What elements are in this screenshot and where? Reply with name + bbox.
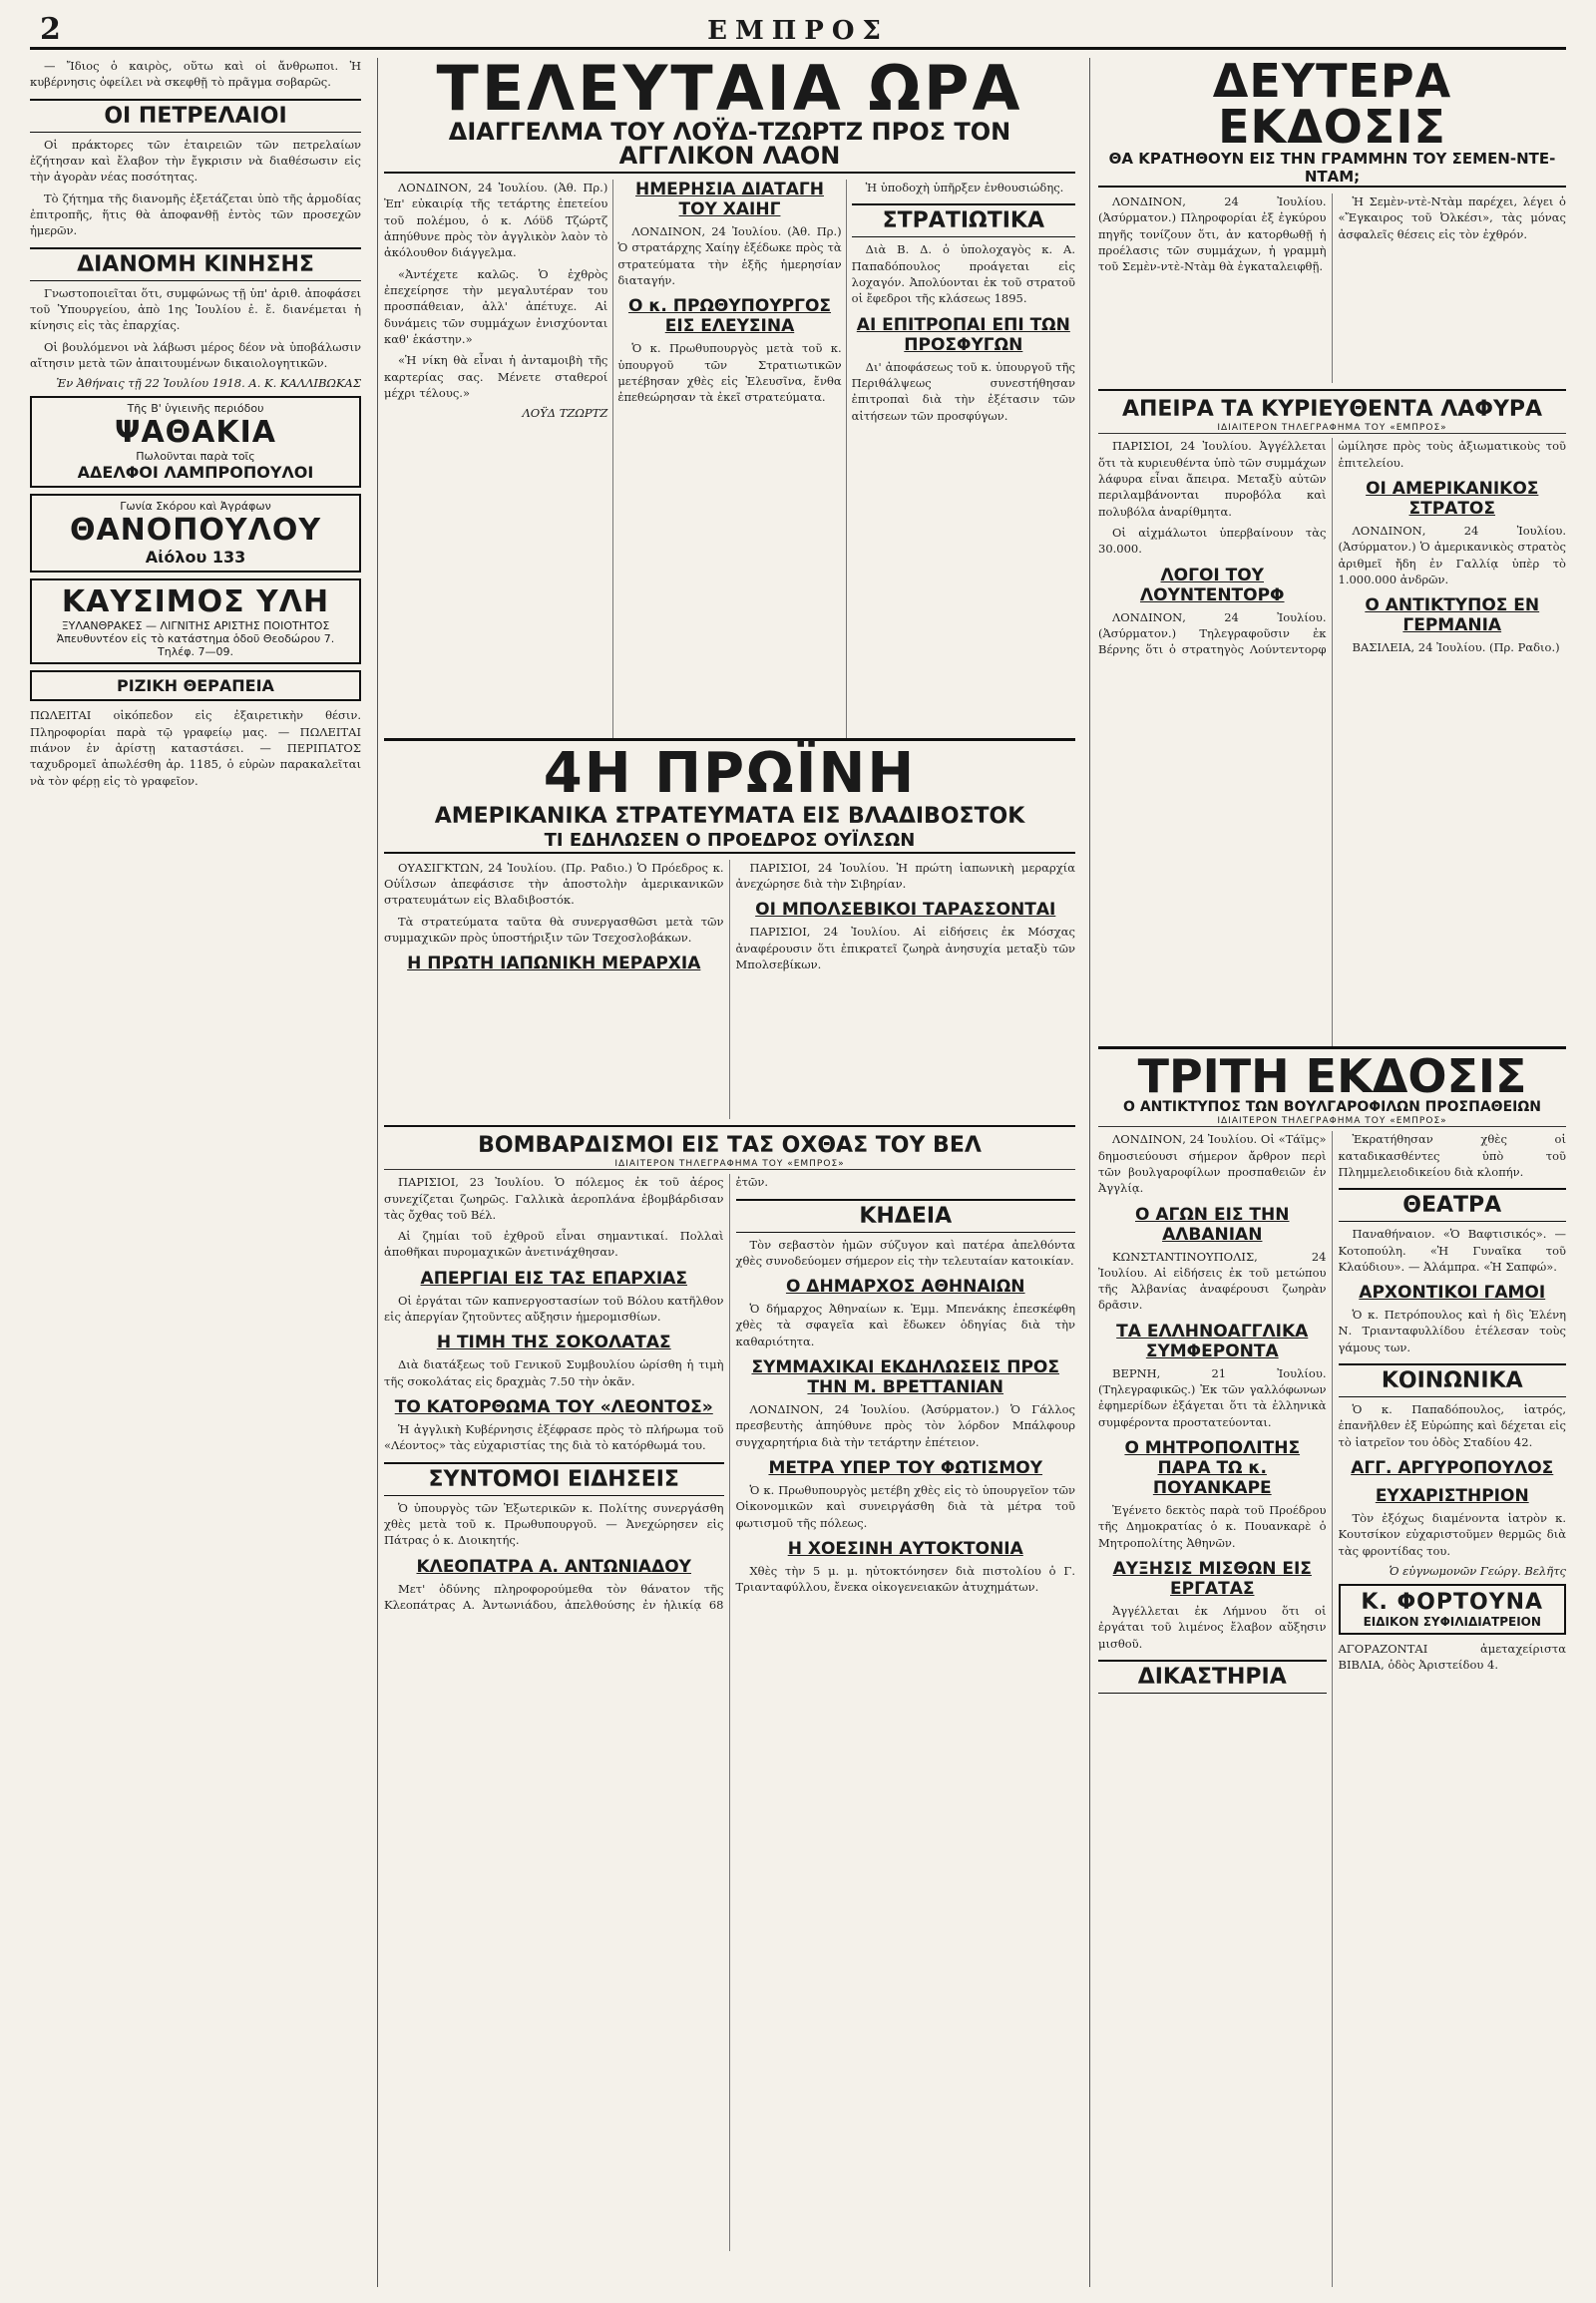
headline-brief-news: ΣΥΝΤΟΜΟΙ ΕΙΔΗΣΕΙΣ (384, 1462, 724, 1496)
ad-small-text: Τῆς Β' ὑγιεινῆς περιόδου (127, 402, 264, 416)
ad-small-text: Γωνία Σκόρου καὶ Ἀγράφων (120, 500, 271, 514)
ad-title: ΘΑΝΟΠΟΥΛΟΥ (69, 513, 322, 549)
headline-semen-de-dam: ΘΑ ΚΡΑΤΗΘΟΥΝ ΕΙΣ ΤΗΝ ΓΡΑΜΜΗΝ ΤΟΥ ΣΕΜΕΝ-ΝΤΕ-ΝΤΑΜ; (1098, 150, 1566, 188)
telegram-tag: ΙΔΙΑΙΤΕΡΟΝ ΤΗΛΕΓΡΑΦΗΜΑ ΤΟΥ «ΕΜΠΡΟΣ» (1098, 423, 1566, 434)
article-text: ΛΟΝΔΙΝΟΝ, 24 Ἰουλίου. (Ἀθ. Πρ.) Ἐπ' εὐκαιρίᾳ τῆς τετάρτης ἐπετείου τοῦ πολέμου, ὁ κ. Λόϋδ Τζώρτζ ἀπηύθυνε πρὸς τὸν ἀγγλικὸν λαὸν τὸ ἀκόλουθον διάγγελμα. (384, 181, 608, 260)
headline-albania: Ο ΑΓΩΝ ΕΙΣ ΤΗΝ ΑΛΒΑΝΙΑΝ (1135, 1204, 1290, 1245)
article-text: ΒΑΣΙΛΕΙΑ, 24 Ἰουλίου. (Πρ. Ραδιο.) (1352, 640, 1560, 655)
article-text: ΛΟΝΔΙΝΟΝ, 24 Ἰουλίου. (Ἀσύρματον.) Τηλεγραφοῦσιν ἐκ Βέρνης ὅτι ὁ στρατηγὸς Λούντεντορφ ὡμίλησε πρὸς τοὺς ἀξιωματικοὺς τοῦ ἐπιτελείου. (1098, 439, 1566, 657)
article-text: Ἡ ἀγγλικὴ Κυβέρνησις ἐξέφρασε πρὸς τὸ πλήρωμα τοῦ «Λέοντος» τὰς εὐχαριστίας της διὰ τὸ κατόρθωμά του. (384, 1422, 724, 1453)
article-text: Τὸν ἐξόχως διαμένοντα ἰατρὸν κ. Κουτσίκον εὐχαριστοῦμεν θερμῶς διὰ τὰς φροντίδας του. (1338, 1511, 1566, 1558)
article-text: ΒΕΡΝΗ, 21 Ἰουλίου. (Τηλεγραφικῶς.) Ἐκ τῶν γαλλόφωνων ἐφημερίδων ἐξάγεται ὅτι τὰ ἑλληνικὰ συμφέροντα προστατεύονται. (1098, 1365, 1327, 1429)
headline-wage-increase: ΑΥΞΗΣΙΣ ΜΙΣΘΩΝ ΕΙΣ ΕΡΓΑΤΑΣ (1112, 1559, 1312, 1600)
article-text: Μετ' ὀδύνης πληροφορούμεθα τὸν θάνατον τῆς Κλεοπάτρας Α. Ἀντωνιάδου, ἀπελθούσης ἐν ἡλικίᾳ 68 ἐτῶν. (384, 1175, 769, 1613)
signature: ΛΟΫΔ ΤΖΩΡΤΖ (522, 406, 608, 421)
article-text: ΠΑΡΙΣΙΟΙ, 24 Ἰουλίου. Αἱ εἰδήσεις ἐκ Μόσχας ἀναφέρουσιν ὅτι ἐπικρατεῖ ζωηρὰ ἀνησυχία μεταξὺ τῶν Μπολσεβίκων. (735, 925, 1075, 972)
headline-lloyd-george: ΔΙΑΓΓΕΛΜΑ ΤΟΥ ΛΟΫΔ-ΤΖΩΡΤΖ ΠΡΟΣ ΤΟΝ ΑΓΓΛΙΚΟΝ ΛΑΟΝ (384, 120, 1075, 174)
american-troops-articles (384, 860, 1075, 1119)
headline-suicide: Η ΧΟΕΣΙΝΗ ΑΥΤΟΚΤΟΝΙΑ (787, 1539, 1023, 1560)
masthead (30, 10, 1566, 50)
telegram-tag: ΙΔΙΑΙΤΕΡΟΝ ΤΗΛΕΓΡΑΦΗΜΑ ΤΟΥ «ΕΜΠΡΟΣ» (1098, 1116, 1566, 1127)
headline-petreloi: ΟΙ ΠΕΤΡΕΛΑΙΟΙ (30, 99, 361, 133)
ad-merchant: ΑΔΕΛΦΟΙ ΛΑΜΠΡΟΠΟΥΛΟΙ (77, 463, 314, 483)
headline-lighting: ΜΕΤΡΑ ΥΠΕΡ ΤΟΥ ΦΩΤΙΣΜΟΥ (768, 1458, 1043, 1479)
article-text: Ὁ ὑπουργὸς τῶν Ἐξωτερικῶν κ. Πολίτης συνεργάσθη χθὲς μετὰ τοῦ κ. Πρωθυπουργοῦ. — Ἀνεχώρησεν εἰς Πάτρας ὁ κ. Διοικητής. (384, 1500, 724, 1548)
headline-metropolitan: Ο ΜΗΤΡΟΠΟΛΙΤΗΣ ΠΑΡΑ ΤΩ κ. ΠΟΥΑΝΚΑΡΕ (1124, 1438, 1301, 1499)
ad-title: ΚΑΥΣΙΜΟΣ ΥΛΗ (61, 584, 330, 620)
advertisement-psathakia (30, 396, 361, 488)
article-text: Διὰ Β. Δ. ὁ ὑπολοχαγὸς κ. Α. Παπαδόπουλος προάγεται εἰς λοχαγόν. Ἀπολύονται ἐκ τοῦ στρατοῦ οἱ ἔφεδροι τῆς κλάσεως 1895. (851, 242, 1075, 306)
headline-repercussion-germany: Ο ΑΝΤΙΚΤΥΠΟΣ ΕΝ ΓΕΡΜΑΝΙΑ (1365, 595, 1540, 636)
newspaper-page (30, 10, 1566, 2294)
bombardment-articles (384, 1174, 1075, 2251)
article-text: Ὁ κ. Πρωθυπουργὸς μετὰ τοῦ κ. ὑπουργοῦ τῶν Στρατιωτικῶν μετέβησαν χθὲς εἰς Ἐλευσῖνα, ἔνθα ἐπεθεώρησαν τὰ ἐκεῖ στρατεύματα. (617, 341, 842, 405)
headline-spoils: ΑΠΕΙΡΑ ΤΑ ΚΥΡΙΕΥΘΕΝΤΑ ΛΑΦΥΡΑ (1121, 397, 1543, 422)
article-text: Οἱ αἰχμάλωτοι ὑπερβαίνουν τὰς 30.000. (1098, 526, 1327, 557)
headline-mayor: Ο ΔΗΜΑΡΧΟΣ ΑΘΗΝΑΙΩΝ (785, 1277, 1025, 1298)
headline-kideia: ΚΗΔΕΙΑ (736, 1199, 1076, 1233)
headline-strikes: ΑΠΕΡΓΙΑΙ ΕΙΣ ΤΑΣ ΕΠΑΡΧΙΑΣ (420, 1268, 687, 1289)
article-text: Τὸν σεβαστὸν ἡμῶν σύζυγον καὶ πατέρα ἀπελθόντα χθὲς συνοδεύομεν σήμερον εἰς τὴν τελευταίαν κατοικίαν. (735, 1237, 1075, 1268)
divider (1098, 389, 1566, 391)
article-text: Ἐκρατήθησαν χθὲς οἱ καταδικασθέντες ὑπὸ τοῦ Πλημμελειοδικείου διὰ κλοπήν. (1338, 1132, 1566, 1179)
advertisement-kafsimos (30, 578, 361, 664)
headline-haig: ΗΜΕΡΗΣΙΑ ΔΙΑΤΑΓΗ ΤΟΥ ΧΑΙΗΓ (635, 180, 824, 219)
classifieds: ΠΩΛΕΙΤΑΙ οἰκόπεδον εἰς ἐξαιρετικὴν θέσιν. Πληροφορίαι παρὰ τῷ γραφείῳ μας. — ΠΩΛΕΙΤΑΙ πιάνον ἐν ἀρίστῃ καταστάσει. — ΠΕΡΙΠΑΤΟΣ ταχυδρομεῖ ἀπωλέσθη ἀρ. 1185, ὁ εὑρὼν παρακαλεῖται νὰ τὸν φέρῃ εἰς τὸ γραφεῖον. (30, 708, 361, 788)
headline-committees: ΑΙ ΕΠΙΤΡΟΠΑΙ ΕΠΙ ΤΩΝ ΠΡΟΣΦΥΓΩΝ (856, 314, 1070, 355)
article-text: Τὸ ζήτημα τῆς διανομῆς ἐξετάζεται ὑπὸ τῆς ἁρμοδίας ἐπιτροπῆς, ἥτις θὰ ἀποφανθῇ ἐντὸς τῶν προσεχῶν ἡμερῶν. (30, 191, 361, 238)
article-text: Παναθήναιον. «Ὁ Βαφτισικός». — Κοτοπούλη. «Ἡ Γυναῖκα τοῦ Κλαύδιου». — Ἀλάμπρα. «Ἡ Σαπφώ». (1338, 1227, 1566, 1274)
article-text: Ὁ κ. Πρωθυπουργὸς μετέβη χθὲς εἰς τὸ ὑπουργεῖον τῶν Οἰκονομικῶν καὶ συνειργάσθη διὰ τὰ μέτρα τοῦ φωτισμοῦ τῆς πόλεως. (735, 1483, 1075, 1530)
article-text: Αἱ ζημίαι τοῦ ἐχθροῦ εἶναι σημαντικαί. Πολλαὶ ἀποθῆκαι πυρομαχικῶν ἀνετινάχθησαν. (384, 1229, 724, 1260)
ad-subtitle: ΞΥΛΑΝΘΡΑΚΕΣ — ΛΙΓΝΙΤΗΣ ΑΡΙΣΤΗΣ ΠΟΙΟΤΗΤΟΣ (61, 619, 330, 633)
ad-address: Αἰόλου 133 (145, 548, 246, 568)
article-text: Δι' ἀποφάσεως τοῦ κ. ὑπουργοῦ τῆς Περιθάλψεως συνεστήθησαν ἐπιτροπαὶ διὰ τὴν ἐξέτασιν τῶν αἰτήσεων τῶν προσφύγων. (851, 359, 1075, 423)
article-text: Ἀγγέλλεται ἐκ Λήμνου ὅτι οἱ ἐργάται τοῦ λιμένος ἔλαβον αὔξησιν μισθοῦ. (1098, 1604, 1327, 1651)
headline-wilson: ΤΙ ΕΔΗΛΩΣΕΝ Ο ΠΡΟΕΔΡΟΣ ΟΥΪΛΣΩΝ (384, 830, 1075, 854)
article-text: Χθὲς τὴν 5 μ. μ. ηὐτοκτόνησεν διὰ πιστολίου ὁ Γ. Τριανταφύλλου, ἔνεκα οἰκογενειακῶν ἀτυχημάτων. (735, 1564, 1075, 1595)
article-text: ΛΟΝΔΙΝΟΝ, 24 Ἰουλίου. (Ἀσύρματον.) Ὁ Γάλλος πρεσβευτὴς ἀπηύθυνε πρὸς τὸν λόρδον Μπάλφουρ συγχαρητήρια διὰ τὴν τετάρτην ἐπέτειον. (735, 1402, 1075, 1449)
article-text: ΚΩΝΣΤΑΝΤΙΝΟΥΠΟΛΙΣ, 24 Ἰουλίου. Αἱ εἰδήσεις ἐκ τοῦ μετώπου τῆς Ἀλβανίας ἀναφέρουσι ζωηρὰν δρᾶσιν. (1098, 1249, 1327, 1313)
article-text: Οἱ πράκτορες τῶν ἑταιρειῶν τῶν πετρελαίων ἐζήτησαν καὶ ἔλαβον τὴν ἔγκρισιν νὰ διαθέσωσιν εἰς τὴν ἀγορὰν νέας ποσότητας. (30, 137, 361, 185)
article-text: Οἱ βουλόμενοι νὰ λάβωσι μέρος δέον νὰ ὑποβάλωσιν αἴτησιν μετὰ τῶν ἀπαιτουμένων δικαιολογητικῶν. (30, 339, 361, 370)
advertisement-thanopoulou (30, 494, 361, 573)
headline-courts: ΔΙΚΑΣΤΗΡΙΑ (1098, 1660, 1327, 1694)
headline-second-edition: ΔΕΥΤΕΡΑ ΕΚΔΟΣΙΣ (1212, 58, 1452, 154)
article-text: ΠΑΡΙΣΙΟΙ, 23 Ἰουλίου. Ὁ πόλεμος ἐκ τοῦ ἀέρος συνεχίζεται ζωηρῶς. Γαλλικὰ ἀεροπλάνα ἐβομβάρδισαν τὰς ὄχθας τοῦ Βέλ. (384, 1175, 724, 1222)
article-text: ΠΑΡΙΣΙΟΙ, 24 Ἰουλίου. Ἀγγέλλεται ὅτι τὰ κυριευθέντα ὑπὸ τῶν συμμάχων λάφυρα εἶναι ἄπειρα. Μεταξὺ αὐτῶν περιλαμβάνονται πυροβόλα καὶ πολυβόλα ἀναρίθμητα. (1098, 439, 1327, 519)
spoils-articles (1098, 438, 1566, 1046)
article-text: ΛΟΝΔΙΝΟΝ, 24 Ἰουλίου. Οἱ «Τάϊμς» δημοσιεύουσι σήμερον ἄρθρον περὶ τῶν βουλγαροφίλων προσπαθειῶν ἐν Ἀγγλίᾳ. (1098, 1132, 1327, 1196)
headline-bulgarophile: Ο ΑΝΤΙΚΤΥΠΟΣ ΤΩΝ ΒΟΥΛΓΑΡΟΦΙΛΩΝ ΠΡΟΣΠΑΘΕΙΩΝ (1123, 1099, 1541, 1116)
article-text: ΠΑΡΙΣΙΟΙ, 24 Ἰουλίου. Ἡ πρώτη ἰαπωνικὴ μεραρχία ἀνεχώρησε διὰ τὴν Σιβηρίαν. (735, 860, 1075, 892)
ad-subtitle: ΕΙΔΙΚΟΝ ΣΥΦΙΛΙΔΙΑΤΡΕΙΟΝ (1363, 1615, 1541, 1630)
headline-leon: ΤΟ ΚΑΤΟΡΘΩΜΑ ΤΟΥ «ΛΕΟΝΤΟΣ» (394, 1397, 713, 1418)
article-text: ΟΥΑΣΙΓΚΤΩΝ, 24 Ἰουλίου. (Πρ. Ραδιο.) Ὁ Πρόεδρος κ. Οὐΐλσων ἀπεφάσισε τὴν ἀποστολὴν ἀμερικανικῶν στρατευμάτων εἰς Βλαδιβοστόκ. (384, 860, 724, 908)
headline-japanese-division: Η ΠΡΩΤΗ ΙΑΠΩΝΙΚΗ ΜΕΡΑΡΧΙΑ (407, 954, 701, 974)
ad-description: Πωλοῦνται παρὰ τοῖς (136, 450, 255, 464)
article-text: ΛΟΝΔΙΝΟΝ, 24 Ἰουλίου. (Ἀσύρματον.) Πληροφορίαι ἐξ ἐγκύρου πηγῆς τονίζουν ὅτι, ἀν κατορθωθῇ ἡ προέλασις τῶν συμμάχων, ἡ γραμμὴ τοῦ Σεμὲν-ντὲ-Ντὰμ θὰ ἐγκαταλειφθῇ. (1098, 194, 1327, 274)
headline-bolsheviks: ΟΙ ΜΠΟΛΣΕΒΙΚΟΙ ΤΑΡΑΣΣΟΝΤΑΙ (755, 900, 1056, 921)
article-text: Ἡ ὑποδοχὴ ὑπῆρξεν ἐνθουσιώδης. (865, 181, 1064, 194)
article-text: Ὁ δήμαρχος Ἀθηναίων κ. Ἐμμ. Μπενάκης ἐπεσκέφθη χθὲς τὰ σφαγεῖα καὶ ἔδωκεν ὁδηγίας διὰ τὴν καθαριότητα. (735, 1302, 1075, 1348)
top-articles (384, 180, 1075, 738)
ad-argyropoulos: ΑΓΓ. ΑΡΓΥΡΟΠΟΥΛΟΣ (1351, 1458, 1554, 1479)
headline-weddings: ΑΡΧΟΝΤΙΚΟΙ ΓΑΜΟΙ (1359, 1283, 1546, 1304)
headline-prime-minister: Ο κ. ΠΡΩΘΥΠΟΥΡΓΟΣ ΕΙΣ ΕΛΕΥΣΙΝΑ (627, 296, 832, 337)
article-text: Ὁ κ. Παπαδόπουλος, ἰατρός, ἐπανῆλθεν ἐξ Εὐρώπης καὶ δέχεται εἰς τὸ ἰατρεῖον του ὁδὸς Σταδίου 42. (1338, 1402, 1566, 1449)
ad-title: ΡΙΖΙΚΗ ΘΕΡΑΠΕΙΑ (117, 676, 274, 696)
intro-text: — Ἴδιος ὁ καιρὸς, οὕτω καὶ οἱ ἄνθρωποι. Ἡ κυβέρνησις ὀφείλει νὰ σκεφθῇ τὸ πρᾶγμα σοβαρῶς. (30, 59, 361, 90)
right-column (1089, 58, 1566, 2287)
article-text: «Ἡ νίκη θὰ εἶναι ἡ ἀνταμοιβὴ τῆς καρτερίας σας. Μένετε σταθεροί μέχρι τέλους.» (384, 353, 608, 400)
article-text: Διὰ διατάξεως τοῦ Γενικοῦ Συμβουλίου ὡρίσθη ἡ τιμὴ τῆς σοκολάτας εἰς δραχμὰς 7.50 τὴν ὀκᾶν. (384, 1357, 724, 1388)
advertisement-therapeia (30, 670, 361, 701)
ad-text: Ἀπευθυντέον εἰς τὸ κατάστημα ὁδοῦ Θεοδώρου 7. Τηλέφ. 7—09. (56, 632, 335, 659)
ad-title: Κ. ΦΟΡΤΟΥΝΑ (1361, 1590, 1544, 1616)
second-edition-articles (1098, 193, 1566, 383)
headline-third-edition: ΤΡΙΤΗ ΕΚΔΟΣΙΣ (1098, 1046, 1566, 1099)
divider (384, 1125, 1075, 1127)
headline-bombardments: ΒΟΜΒΑΡΔΙΣΜΟΙ ΕΙΣ ΤΑΣ ΟΧΘΑΣ ΤΟΥ ΒΕΛ (478, 1132, 982, 1158)
article-text: ΛΟΝΔΙΝΟΝ, 24 Ἰουλίου. (Ἀσύρματον.) Ὁ ἀμερικανικὸς στρατὸς ἀριθμεῖ ἤδη ἐν Γαλλίᾳ ὑπὲρ τὸ 1.000.000 ἀνδρῶν. (1338, 524, 1566, 587)
telegram-tag: ΙΔΙΑΙΤΕΡΟΝ ΤΗΛΕΓΡΑΦΗΜΑ ΤΟΥ «ΕΜΠΡΟΣ» (384, 1159, 1075, 1170)
headline-thanks: ΕΥΧΑΡΙΣΤΗΡΙΟΝ (1375, 1486, 1529, 1507)
article-text: ΛΟΝΔΙΝΟΝ, 24 Ἰουλίου. (Ἀθ. Πρ.) Ὁ στρατάρχης Χαίηγ ἐξέδωκε πρὸς τὰ στρατεύματα τὴν ἑξῆς ἡμερησίαν διαταγήν. (617, 224, 842, 287)
article-text: Ὁ κ. Πετρόπουλος καὶ ἡ δὶς Ἑλένη Ν. Τριανταφυλλίδου ἐτέλεσαν τοὺς γάμους των. (1338, 1308, 1566, 1354)
left-column (30, 58, 369, 2287)
headline-dianomi: ΔΙΑΝΟΜΗ ΚΙΝΗΣΗΣ (30, 247, 361, 281)
article-text: Οἱ ἐργάται τῶν καπνεργοστασίων τοῦ Βόλου κατῆλθον εἰς ἀπεργίαν ζητοῦντες αὔξησιν ἡμερομισθίων. (384, 1293, 724, 1325)
signature: Ὁ εὐγνωμονῶν Γεώργ. Βελῆτς (1389, 1564, 1566, 1579)
newspaper-name: ΕΜΠΡΟΣ (707, 16, 889, 46)
center-column (377, 58, 1081, 2287)
headline-theatres: ΘΕΑΤΡΑ (1339, 1188, 1567, 1222)
headline-teleftaia-ora: ΤΕΛΕΥΤΑΙΑ ΩΡΑ (436, 58, 1023, 125)
headline-allied-expressions: ΣΥΜΜΑΧΙΚΑΙ ΕΚΔΗΛΩΣΕΙΣ ΠΡΟΣ ΤΗΝ Μ. ΒΡΕΤΤΑΝΙΑΝ (751, 1357, 1060, 1398)
headline-cleopatra: ΚΛΕΟΠΑΤΡΑ Α. ΑΝΤΩΝΙΑΔΟΥ (416, 1556, 691, 1577)
headline-american-army: ΟΙ ΑΜΕΡΙΚΑΝΙΚΟΣ ΣΤΡΑΤΟΣ (1366, 479, 1539, 520)
headline-ludendorff: ΛΟΓΟΙ ΤΟΥ ΛΟΥΝΤΕΝΤΟΡΦ (1139, 565, 1285, 605)
advertisement-fortouna (1339, 1584, 1567, 1635)
headline-american-troops: ΑΜΕΡΙΚΑΝΙΚΑ ΣΤΡΑΤΕΥΜΑΤΑ ΕΙΣ ΒΛΑΔΙΒΟΣΤΟΚ (434, 803, 1025, 829)
article-text: Ἡ Σεμὲν-ντὲ-Ντὰμ παρέχει, λέγει ὁ «Ἔγκαιρος τοῦ Ὀλκέσι», τὰς μόνας ἀσφαλεῖς θέσεις εἰς τὸν ἐχθρόν. (1338, 194, 1566, 241)
article-text: Γνωστοποιεῖται ὅτι, συμφώνως τῇ ὑπ' ἀριθ. ἀποφάσει τοῦ Ὑπουργείου, ἀπὸ 1ης Ἰουλίου ἐ. ἔ. διανέμεται ἡ κίνησις εἰς τὰς ἐπαρχίας. (30, 285, 361, 333)
third-edition-articles (1098, 1131, 1566, 2287)
signature: Ἐν Ἀθήναις τῇ 22 Ἰουλίου 1918. Α. Κ. ΚΑΛΛΙΒΩΚΑΣ (56, 376, 361, 391)
headline-chocolate: Η ΤΙΜΗ ΤΗΣ ΣΟΚΟΛΑΤΑΣ (436, 1333, 671, 1353)
page-number: 2 (40, 12, 61, 47)
headline-greek-interests: ΤΑ ΕΛΛΗΝΟΑΓΓΛΙΚΑ ΣΥΜΦΕΡΟΝΤΑ (1116, 1321, 1309, 1361)
classified-books: ΑΓΟΡΑΖΟΝΤΑΙ ἀμεταχείριστα ΒΙΒΛΙΑ, ὁδὸς Ἀριστείδου 4. (1338, 1642, 1566, 1673)
headline-4th-morning: 4Η ΠΡΩΪΝΗ (384, 738, 1075, 804)
article-text: Ἐγένετο δεκτὸς παρὰ τοῦ Προέδρου τῆς Δημοκρατίας ὁ κ. Πουανκαρὲ ὁ Μητροπολίτης Ἀθηνῶν. (1098, 1503, 1327, 1550)
article-text: «Ἀντέχετε καλῶς. Ὁ ἐχθρὸς ἐπεχείρησε τὴν μεγαλυτέραν του προσπάθειαν, ἀλλ' ἀπέτυχε. Αἱ δυνάμεις τῶν συμμάχων ἐνισχύονται καθ' ἑκάστην.» (384, 266, 608, 346)
ad-title: ΨΑΘΑΚΙΑ (114, 415, 277, 451)
headline-stratiotika: ΣΤΡΑΤΙΩΤΙΚΑ (852, 203, 1075, 237)
headline-social: ΚΟΙΝΩΝΙΚΑ (1339, 1363, 1567, 1397)
article-text: Τὰ στρατεύματα ταῦτα θὰ συνεργασθῶσι μετὰ τῶν συμμαχικῶν πρὸς ὑποστήριξιν τῶν Τσεχοσλοβάκων. (384, 914, 724, 946)
